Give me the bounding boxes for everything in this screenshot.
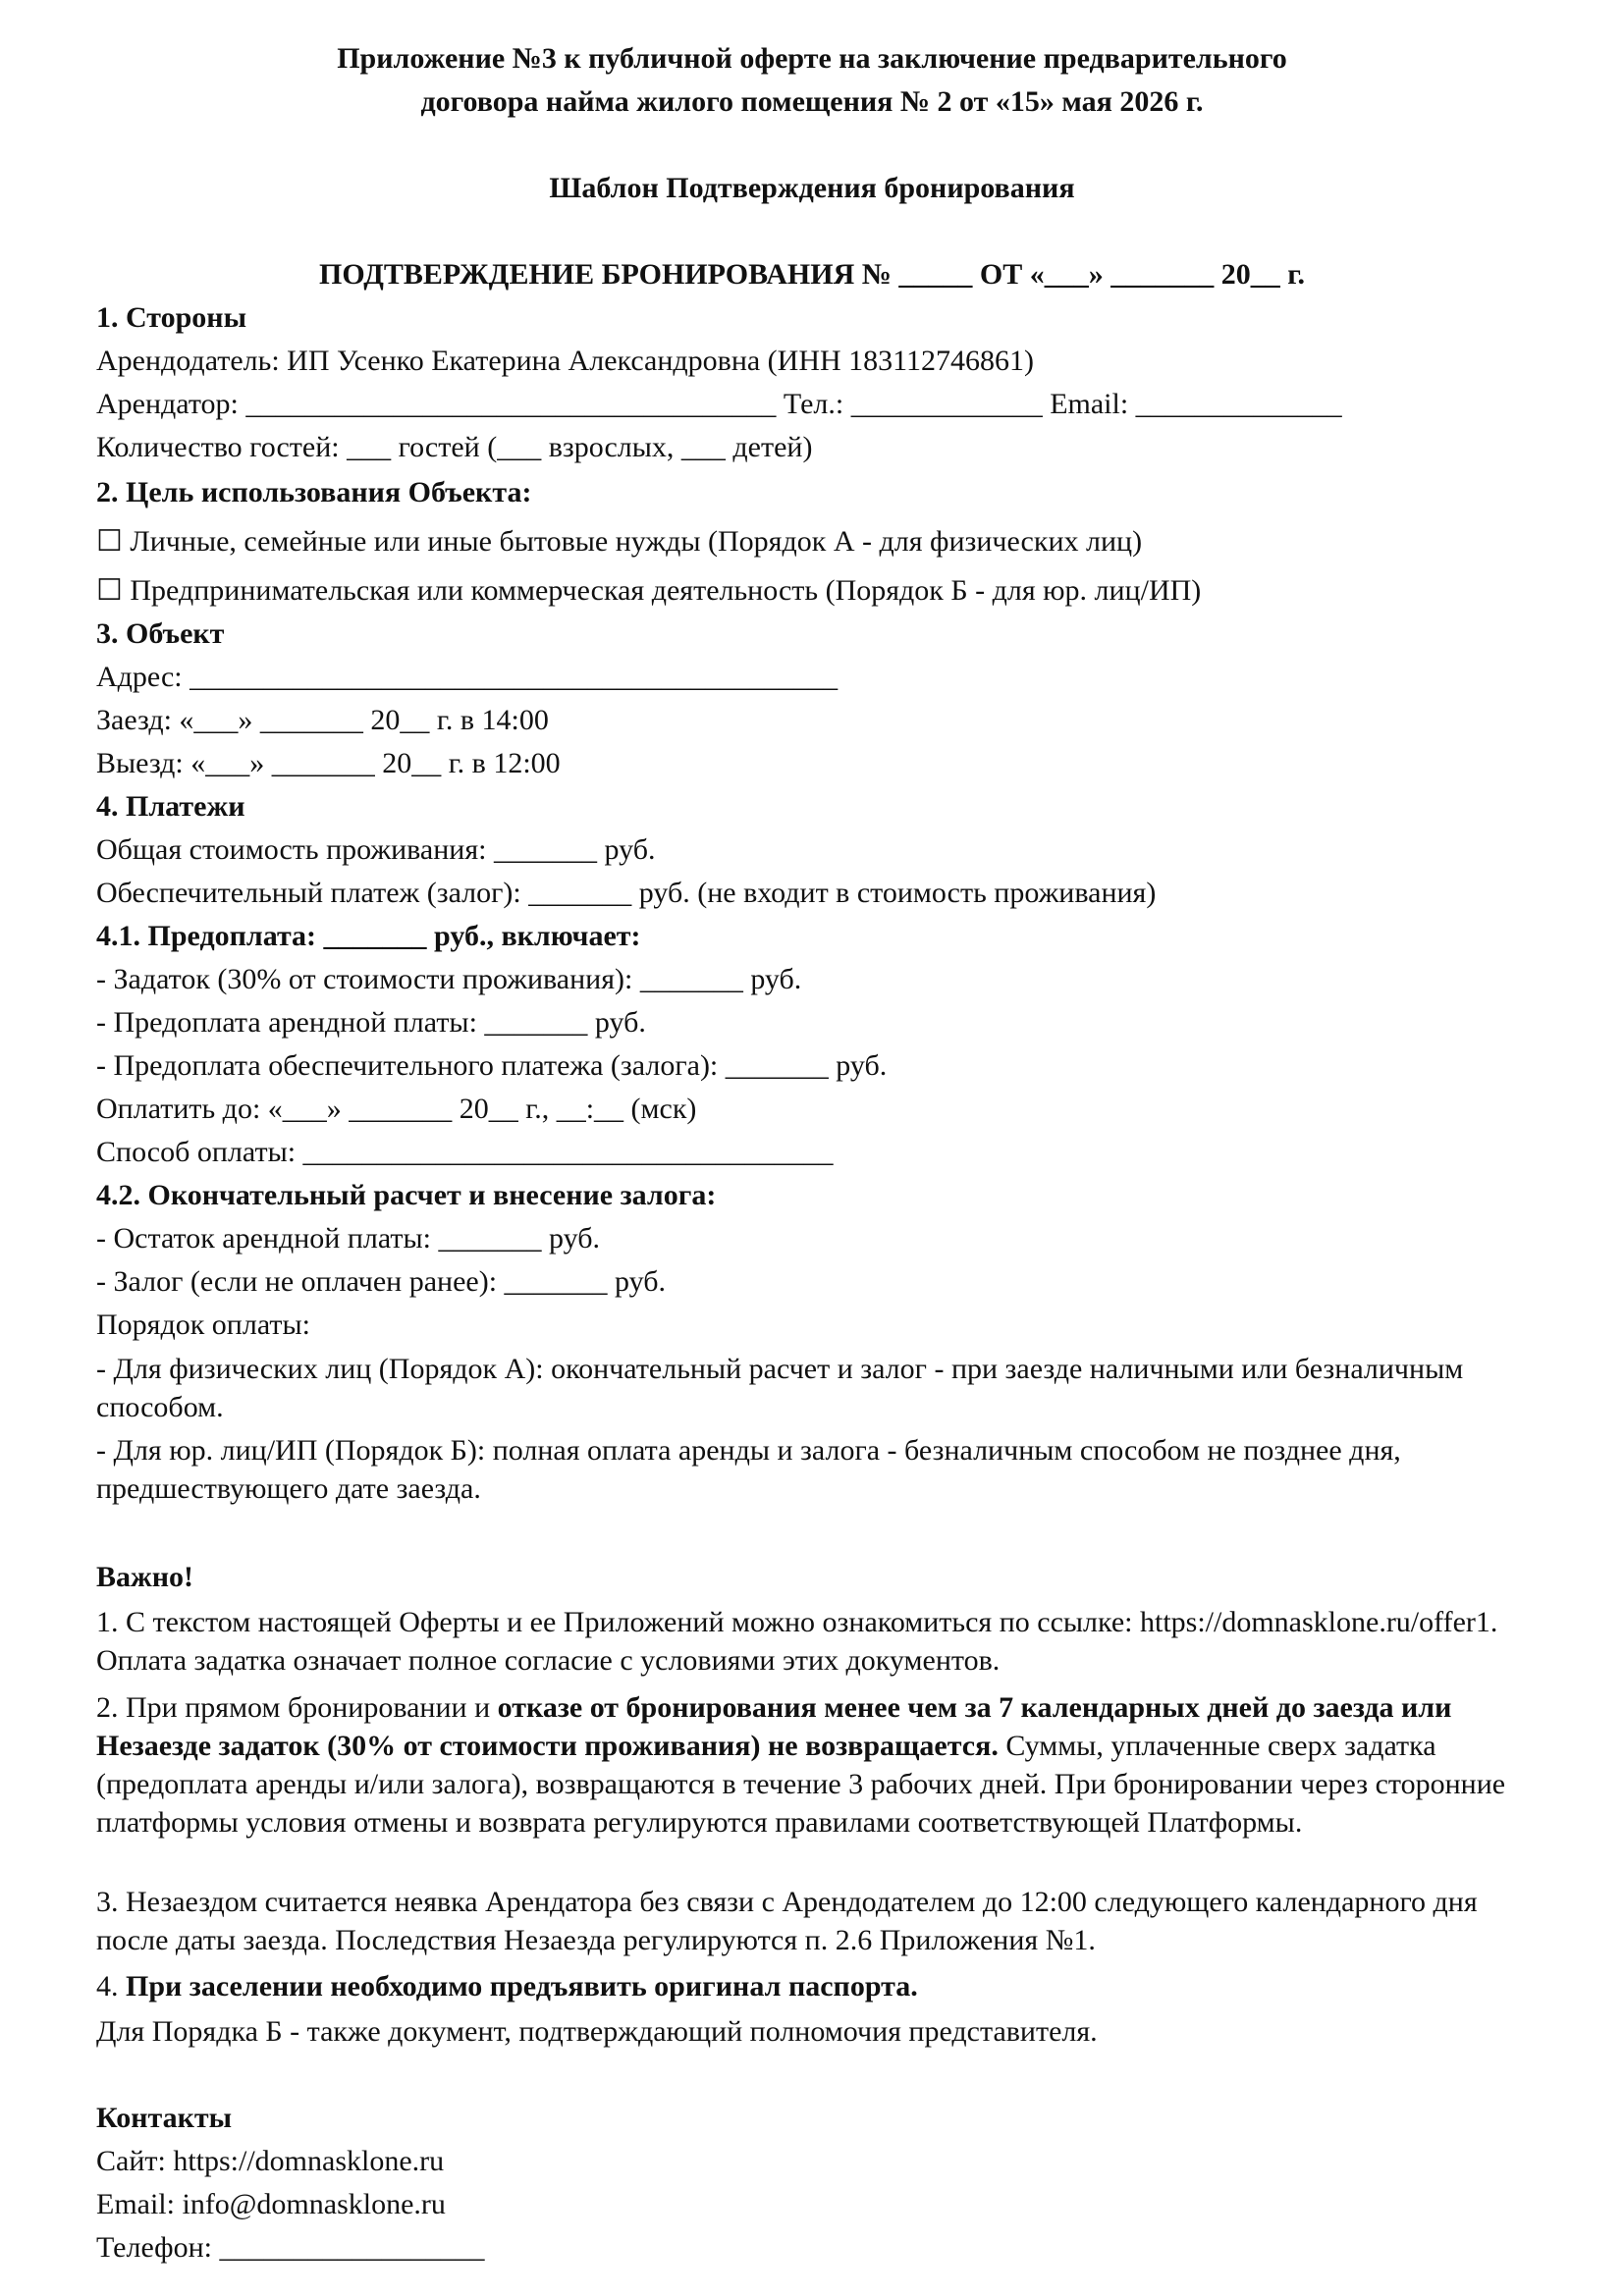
header-line-1: Приложение №3 к публичной оферте на заключение предварительного xyxy=(337,42,1287,75)
section-4-2-heading: 4.2. Окончательный расчет и внесение залога: xyxy=(96,1179,717,1211)
section-1-heading: 1. Стороны xyxy=(96,301,247,334)
contacts-phone: Телефон: __________________ xyxy=(96,2231,485,2264)
important-item-5: Для Порядка Б - также документ, подтверждающий полномочия представителя. xyxy=(96,2015,1098,2048)
pay-method-line: Способ оплаты: ____________________________________ xyxy=(96,1136,834,1168)
address-line: Адрес: ____________________________________________ xyxy=(96,661,839,693)
pay-until-line: Оплатить до: «___» _______ 20__ г., __:__ (мск) xyxy=(96,1093,697,1125)
important-item-2-end: Суммы, уплаченные сверх задатка (предоплата аренды и/или залога), возвращаются в течение 3 рабочих дней. При бронировании через сторонние платформы условия отмены и возврата регулируются правилами соответствующей Платформы. xyxy=(96,1730,1506,1839)
prepay-rent-line: - Предоплата арендной платы: _______ руб. xyxy=(96,1006,646,1039)
contacts-site: Сайт: https://domnasklone.ru xyxy=(96,2145,445,2177)
important-item-2-start: 2. При прямом бронировании и xyxy=(96,1691,498,1724)
important-item-4-bold: При заселении необходимо предъявить оригинал паспорта. xyxy=(126,1970,918,2002)
total-cost-line: Общая стоимость проживания: _______ руб. xyxy=(96,833,656,866)
advance-line: - Задаток (30% от стоимости проживания): _______ руб. xyxy=(96,963,802,995)
important-item-2-bold: отказе от бронирования менее чем за 7 календарных дней до заезда или Незаезде задаток (30% от стоимости проживания) не возвращается. xyxy=(96,1691,1452,1762)
prepay-deposit-line: - Предоплата обеспечительного платежа (залога): _______ руб. xyxy=(96,1049,888,1082)
important-item-3: 3. Незаездом считается неявка Арендатора без связи с Арендодателем до 12:00 следующего календарного дня после даты заезда. Последствия Незаезда регулируются п. 2.6 Приложения №1. xyxy=(96,1886,1478,1956)
landlord-line: Арендодатель: ИП Усенко Екатерина Александровна (ИНН 183112746861) xyxy=(96,345,1035,377)
guests-line: Количество гостей: ___ гостей (___ взрослых, ___ детей) xyxy=(96,431,813,463)
section-2-heading: 2. Цель использования Объекта: xyxy=(96,476,532,508)
document-subtitle: Шаблон Подтверждения бронирования xyxy=(549,172,1075,204)
payment-order-b: - Для юр. лиц/ИП (Порядок Б): полная оплата аренды и залога - безналичным способом не позднее дня, предшествующего дате заезда. xyxy=(96,1434,1401,1505)
deposit-line: Обеспечительный платеж (залог): _______ руб. (не входит в стоимость проживания) xyxy=(96,877,1157,909)
contacts-heading: Контакты xyxy=(96,2102,233,2134)
important-item-2 xyxy=(96,1688,1549,1842)
important-item-4-number: 4. xyxy=(96,1970,126,2002)
important-item-4 xyxy=(96,1965,918,2008)
contacts-email: Email: info@domnasklone.ru xyxy=(96,2188,446,2220)
checkout-line: Выезд: «___» _______ 20__ г. в 12:00 xyxy=(96,747,561,779)
document-title: ПОДТВЕРЖДЕНИЕ БРОНИРОВАНИЯ № _____ ОТ «___» _______ 20__ г. xyxy=(319,258,1305,291)
payment-order-label: Порядок оплаты: xyxy=(96,1308,310,1341)
rest-rent-line: - Остаток арендной платы: _______ руб. xyxy=(96,1222,600,1255)
header-line-2: договора найма жилого помещения № 2 от «15» мая 2026 г. xyxy=(420,85,1204,118)
checkin-line: Заезд: «___» _______ 20__ г. в 14:00 xyxy=(96,704,549,736)
important-item-1: 1. С текстом настоящей Оферты и ее Приложений можно ознакомиться по ссылке: https://domnasklone.ru/offer1. Оплата задатка означает полное согласие с условиями этих документов. xyxy=(96,1606,1498,1677)
tenant-line: Арендатор: ____________________________________ Тел.: _____________ Email: ______________ xyxy=(96,388,1342,420)
rest-deposit-line: - Залог (если не оплачен ранее): _______ руб. xyxy=(96,1265,667,1298)
section-3-heading: 3. Объект xyxy=(96,617,225,650)
payment-order-a: - Для физических лиц (Порядок А): окончательный расчет и залог - при заезде наличными или безналичным способом. xyxy=(96,1353,1464,1423)
purpose-option-b: ☐ Предпринимательская или коммерческая деятельность (Порядок Б - для юр. лиц/ИП) xyxy=(96,574,1202,607)
purpose-option-a: ☐ Личные, семейные или иные бытовые нужды (Порядок А - для физических лиц) xyxy=(96,525,1143,558)
section-4-heading: 4. Платежи xyxy=(96,790,245,823)
section-4-1-heading: 4.1. Предоплата: _______ руб., включает: xyxy=(96,920,641,952)
important-heading: Важно! xyxy=(96,1561,194,1593)
